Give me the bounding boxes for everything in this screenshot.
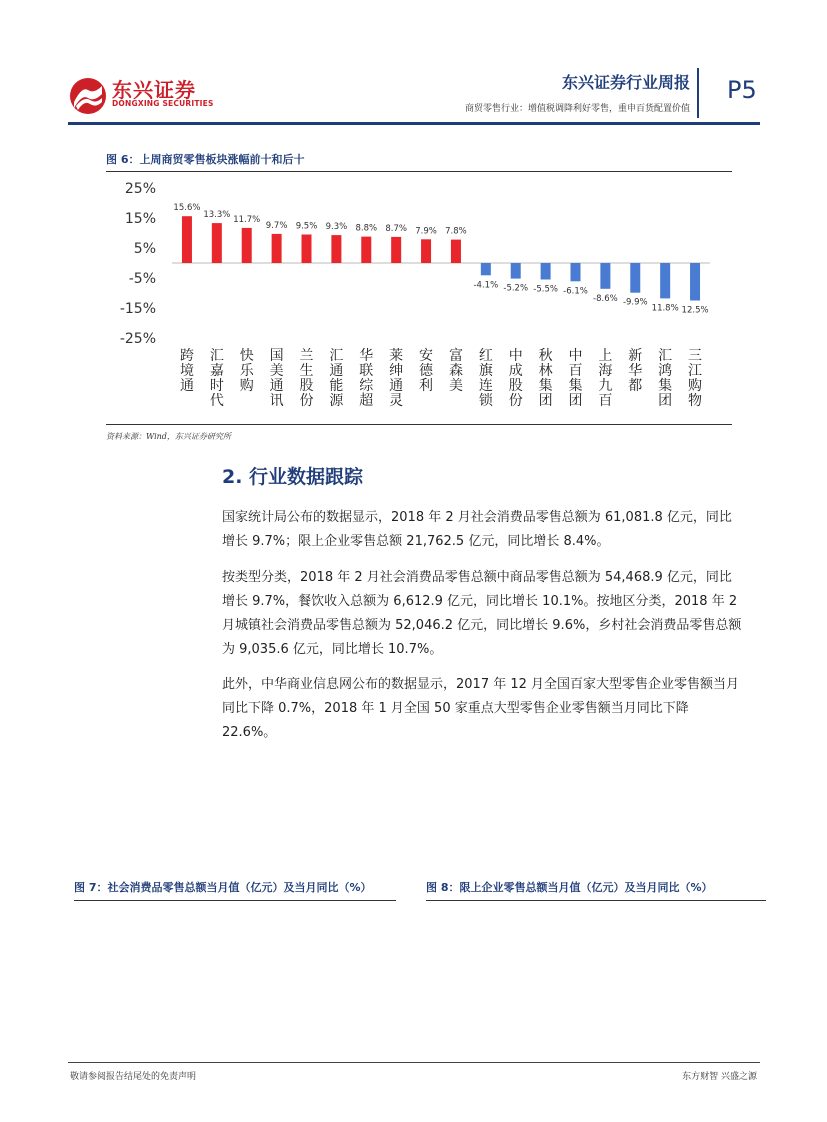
category-label: 跨境通 <box>179 348 194 394</box>
figure6-bar-chart <box>106 172 732 422</box>
category-label: 三江购物 <box>688 348 703 409</box>
figure8-rule <box>426 900 766 901</box>
data-label: 9.3% <box>325 222 348 233</box>
report-subtitle: 商贸零售行业：增值税调降利好零售，重申百货配置价值 <box>464 104 690 114</box>
data-label: 9.5% <box>295 221 318 232</box>
bar <box>391 237 401 263</box>
category-label: 华联综超 <box>359 348 374 409</box>
figure7-rule <box>74 900 396 901</box>
category-label: 富森美 <box>448 348 463 394</box>
bar <box>481 263 491 275</box>
category-label: 兰生股份 <box>299 348 314 409</box>
category-label: 秋林集团 <box>538 348 553 409</box>
data-label: 8.7% <box>385 223 407 234</box>
bar <box>690 263 700 301</box>
data-label: -6.1% <box>563 286 588 297</box>
figure7-title: 图 7：社会消费品零售总额当月值（亿元）及当月同比（%） <box>74 881 372 894</box>
category-label: 汇通能源 <box>329 348 344 409</box>
bar <box>451 240 461 263</box>
section-title: 2. 行业数据跟踪 <box>222 466 364 488</box>
category-label: 汇嘉时代 <box>209 348 224 409</box>
category-label: 莱绅通灵 <box>389 348 404 409</box>
data-label: -5.2% <box>503 283 529 294</box>
category-label: 中百集团 <box>568 348 583 409</box>
page-number: P5 <box>727 76 757 104</box>
data-label: -8.6% <box>593 293 618 304</box>
data-label: 8.8% <box>355 223 378 234</box>
bar <box>541 263 551 280</box>
paragraph-large-retailers: 此外，中华商业信息网公布的数据显示，2017 年 12 月全国百家大型零售企业零售额当月同比下降 0.7%，2018 年 1 月全国 50 家重点大型零售企业零售额当月同比下降 22.6%。 <box>222 677 740 740</box>
data-label: 7.9% <box>415 226 437 237</box>
bar <box>600 263 610 289</box>
header-divider <box>697 68 699 118</box>
footer-slogan: 东方财智 兴盛之源 <box>682 1072 757 1082</box>
data-label: 11.7% <box>233 214 261 225</box>
category-label: 快乐购 <box>239 348 254 394</box>
bar <box>272 234 282 263</box>
bar <box>630 263 640 293</box>
category-label: 国美通讯 <box>269 348 284 409</box>
category-label: 中成股份 <box>508 348 523 409</box>
footer-rule <box>68 1062 760 1063</box>
logo-english-name: DONGXING SECURITIES <box>112 99 214 108</box>
data-label: 13.3% <box>203 210 231 221</box>
figure6-title: 图 6：上周商贸零售板块涨幅前十和后十 <box>106 153 305 166</box>
report-title: 东兴证券行业周报 <box>561 73 690 92</box>
footer-disclaimer: 敬请参阅报告结尾处的免责声明 <box>70 1072 197 1082</box>
category-label: 汇鸿集团 <box>658 348 673 409</box>
y-tick-label: 5% <box>133 241 156 257</box>
y-tick-label: -25% <box>119 331 156 347</box>
data-label: -5.5% <box>533 284 558 295</box>
data-label: 11.8% <box>651 303 679 314</box>
bar <box>242 228 252 263</box>
bar <box>511 263 521 279</box>
bar <box>212 223 222 263</box>
bar <box>331 235 341 263</box>
header-rule <box>68 122 760 125</box>
y-tick-label: -5% <box>128 271 156 287</box>
category-label: 安德利 <box>419 348 434 394</box>
y-tick-label: 15% <box>124 211 156 227</box>
category-label: 上海九百 <box>598 348 613 409</box>
bar <box>421 239 431 263</box>
y-tick-label: -15% <box>119 301 156 317</box>
bar <box>361 237 371 263</box>
category-label: 新华都 <box>628 348 643 394</box>
data-label: -9.9% <box>622 297 648 308</box>
y-tick-label: 25% <box>124 181 156 197</box>
figure8-title: 图 8：限上企业零售总额当月值（亿元）及当月同比（%） <box>426 881 713 894</box>
data-label: 12.5% <box>681 305 709 316</box>
figure6-source: 资料来源：Wind，东兴证券研究所 <box>106 432 231 441</box>
data-label: 9.7% <box>265 220 288 231</box>
data-label: 7.8% <box>445 226 467 237</box>
data-label: 15.6% <box>173 203 201 214</box>
category-label: 红旗连锁 <box>478 348 493 409</box>
company-logo <box>68 74 214 120</box>
figure6-bottom-rule <box>106 424 732 425</box>
logo-chinese-name: 东兴证券 <box>112 78 196 102</box>
bar <box>660 263 670 298</box>
bar <box>571 263 581 281</box>
data-label: -4.1% <box>473 280 499 291</box>
bar <box>182 216 192 263</box>
bar <box>302 235 312 264</box>
dongxing-logo-icon <box>68 76 108 116</box>
paragraph-retail-sales: 国家统计局公布的数据显示，2018 年 2 月社会消费品零售总额为 61,081.8 亿元，同比增长 9.7%；限上企业零售总额 21,762.5 亿元，同比增长 8.4%。 <box>222 510 732 549</box>
paragraph-breakdown: 按类型分类，2018 年 2 月社会消费品零售总额中商品零售总额为 54,468.9 亿元，同比增长 9.7%，餐饮收入总额为 6,612.9 亿元，同比增长 10.1%。按地区分类，2018 年 2 月城镇社会消费品零售总额为 52,046.2 亿元，同比增长 9.6%，乡村社会消费品零售总额为 9,035.6 亿元，同比增长 10.7%。 <box>222 570 742 657</box>
